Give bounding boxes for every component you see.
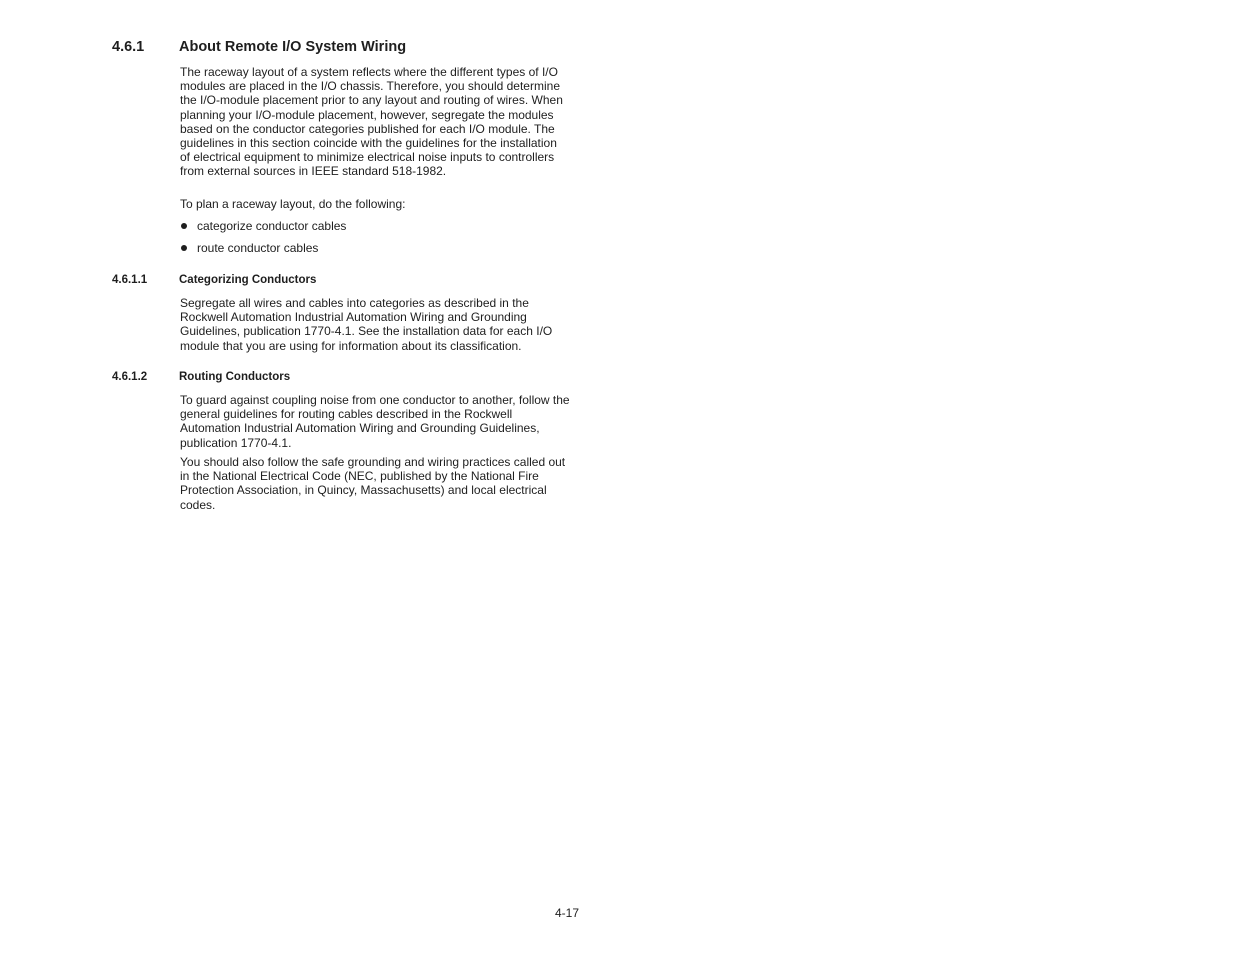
bullet-icon <box>181 245 187 251</box>
section-title: About Remote I/O System Wiring <box>179 39 407 55</box>
routing-paragraph-1: To guard against coupling noise from one conductor to another, follow the general guidelines for routing cables described in the Rockwell Automation Industrial Automation Wiring and Grounding Guidelines, publication 1770-4.1. <box>180 393 570 450</box>
subsection-heading-routing <box>112 371 290 383</box>
routing-paragraph-2: You should also follow the safe grounding and wiring practices called out in the National Electrical Code (NEC, published by the National Fire Protection Association, in Quincy, Massachusetts) and local electrical codes. <box>180 455 566 512</box>
bullet-item <box>180 219 346 233</box>
section-number: 4.6.1 <box>112 39 145 55</box>
intro-paragraph: The raceway layout of a system reflects where the different types of I/O modules are placed in the I/O chassis. Therefore, you should determine the I/O-module placement prior to any layout and routing of wires. When planning your I/O-module placement, however, segregate the modules based on the conductor categories published for each I/O module. The guidelines in this section coincide with the guidelines for the installation of electrical equipment to minimize electrical noise inputs to controllers from external sources in IEEE standard 518-1982. <box>180 65 563 179</box>
subsection-heading-categorizing <box>112 274 316 286</box>
categorizing-paragraph: Segregate all wires and cables into categories as described in the Rockwell Automation Industrial Automation Wiring and Grounding Guidelines, publication 1770-4.1. See the installation data for each I/O module that you are using for information about its classification. <box>180 296 553 353</box>
plan-intro-paragraph: To plan a raceway layout, do the following: <box>180 197 406 211</box>
page-number: 4-17 <box>555 906 580 920</box>
bullet-item <box>180 241 318 255</box>
bullet-text: route conductor cables <box>197 241 319 255</box>
bullet-icon <box>181 223 187 229</box>
section-heading <box>112 39 406 55</box>
subsection-title: Routing Conductors <box>179 371 291 383</box>
bullet-text: categorize conductor cables <box>197 219 347 233</box>
subsection-number: 4.6.1.1 <box>112 274 148 286</box>
subsection-number: 4.6.1.2 <box>112 371 148 383</box>
subsection-title: Categorizing Conductors <box>179 274 317 286</box>
